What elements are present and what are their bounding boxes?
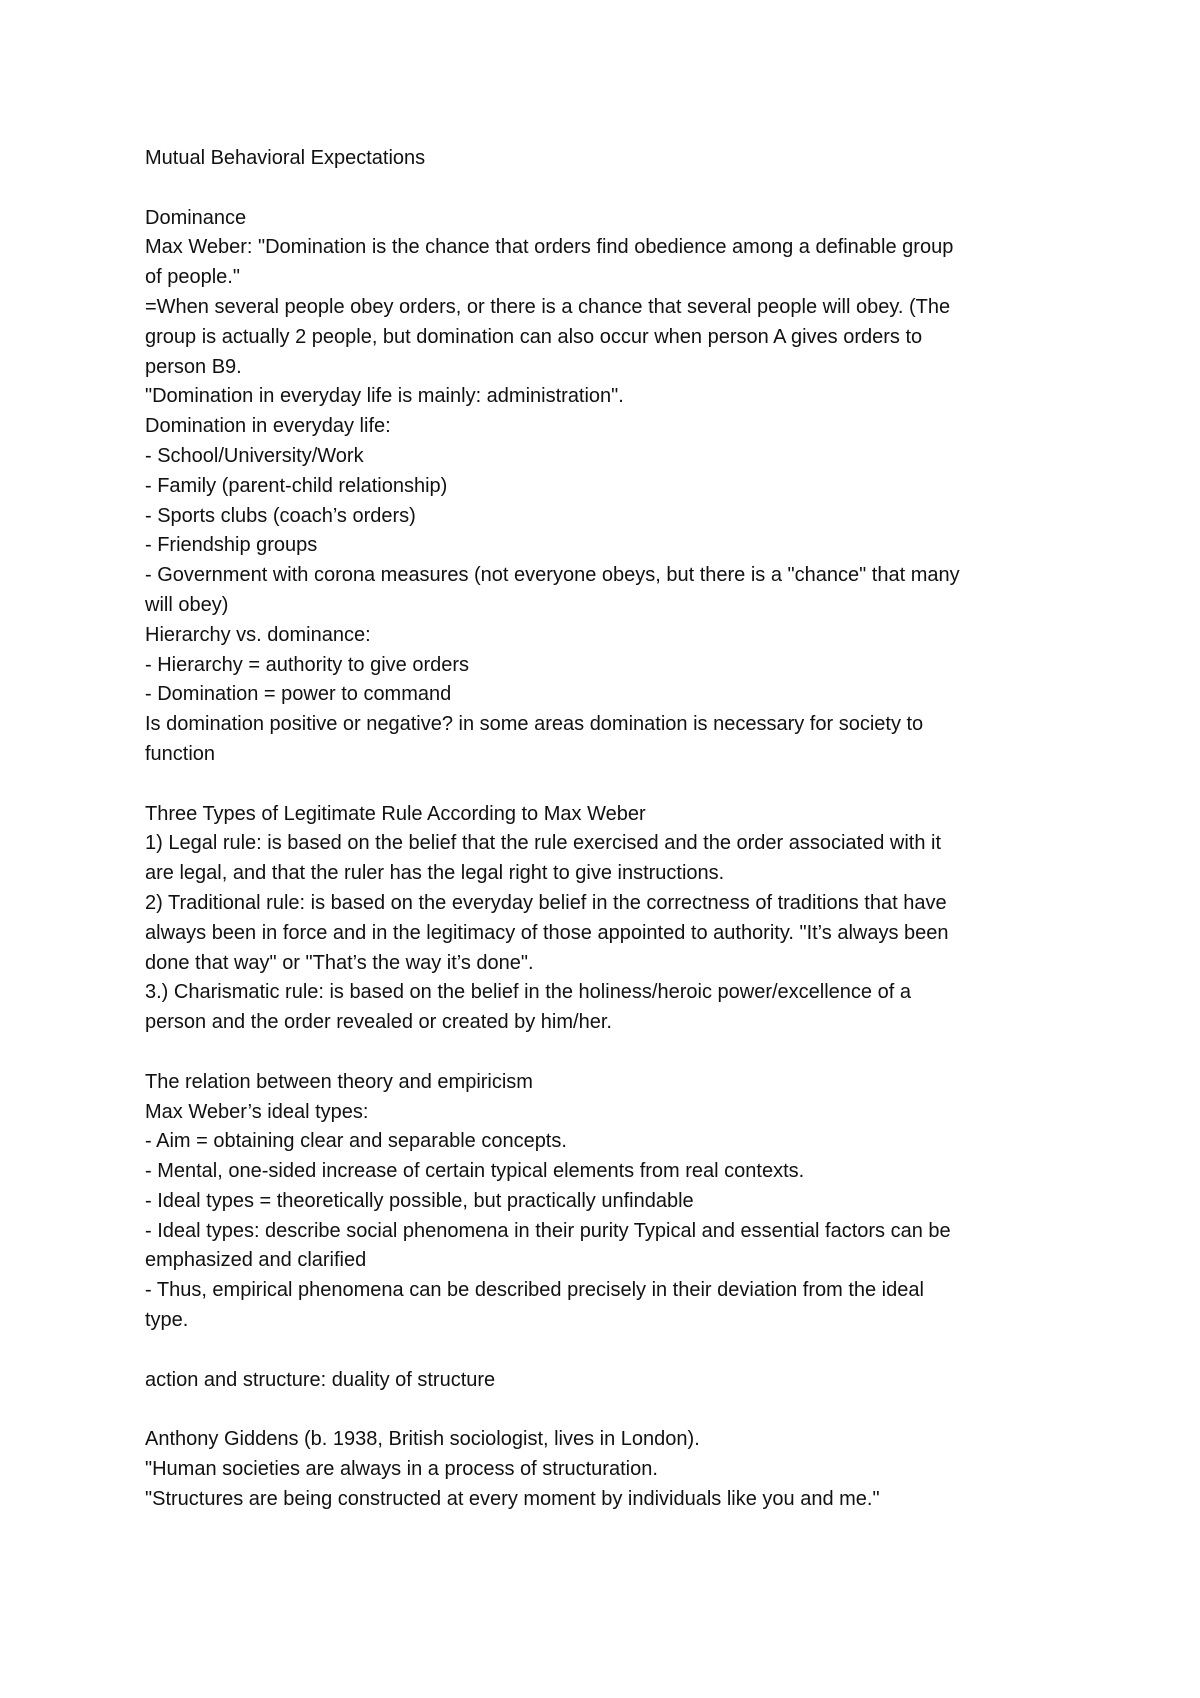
text-line: Max Weber: "Domination is the chance that orders find obedience among a definable group [145,236,954,259]
text-line: emphasized and clarified [145,1249,367,1272]
document-title: Mutual Behavioral Expectations [145,147,426,169]
text-line: function [145,742,216,765]
blank-line [145,1395,1075,1425]
text-line: Hierarchy vs. dominance: [145,623,371,646]
blank-line [145,174,1075,204]
text-line: =When several people obey orders, or there is a chance that several people will obey. (The [145,295,951,318]
text-line: of people." [145,266,240,289]
section-heading-dominance: Dominance [145,206,247,229]
text-line: type. [145,1309,189,1332]
list-item: - Government with corona measures (not everyone obeys, but there is a "chance" that many [145,564,960,587]
text-line: Is domination positive or negative? in some areas domination is necessary for society to [145,713,924,736]
text-line: group is actually 2 people, but domination can also occur when person A gives orders to [145,325,923,348]
text-line: Max Weber’s ideal types: [145,1100,369,1123]
blank-line [145,770,1075,800]
list-item: - School/University/Work [145,444,364,467]
text-line: done that way" or "That’s the way it’s done". [145,951,534,974]
list-item: - Family (parent-child relationship) [145,474,448,497]
text-line: "Human societies are always in a process of structuration. [145,1458,658,1481]
text-line: will obey) [145,593,229,616]
list-item: - Ideal types: describe social phenomena in their purity Typical and essential factors can be [145,1219,951,1242]
list-item: - Mental, one-sided increase of certain typical elements from real contexts. [145,1160,805,1183]
text-line: person B9. [145,355,242,378]
text-line: 1) Legal rule: is based on the belief that the rule exercised and the order associated with it [145,832,942,855]
list-item: - Domination = power to command [145,683,452,706]
section-heading-legitimate-rule: Three Types of Legitimate Rule According to Max Weber [145,802,646,825]
list-item: - Thus, empirical phenomena can be described precisely in their deviation from the ideal [145,1279,924,1302]
section-heading-action-structure: action and structure: duality of structure [145,1368,496,1391]
blank-line [145,1038,1075,1068]
document-body [145,144,1075,1515]
list-item: - Hierarchy = authority to give orders [145,653,470,676]
text-line: Domination in everyday life: [145,415,391,438]
blank-line [145,1336,1075,1366]
list-item: - Sports clubs (coach’s orders) [145,504,416,527]
list-item: - Aim = obtaining clear and separable concepts. [145,1130,567,1153]
text-line: person and the order revealed or created by him/her. [145,1011,612,1034]
text-line: "Domination in everyday life is mainly: administration". [145,385,624,408]
text-line: 3.) Charismatic rule: is based on the belief in the holiness/heroic power/excellence of a [145,981,911,1004]
text-line: "Structures are being constructed at every moment by individuals like you and me." [145,1487,880,1510]
list-item: - Ideal types = theoretically possible, but practically unfindable [145,1189,694,1212]
list-item: - Friendship groups [145,534,318,557]
text-line: 2) Traditional rule: is based on the everyday belief in the correctness of traditions that have [145,891,947,914]
text-line: are legal, and that the ruler has the legal right to give instructions. [145,862,725,885]
text-line: always been in force and in the legitimacy of those appointed to authority. "It’s always been [145,921,949,944]
text-line: Anthony Giddens (b. 1938, British sociologist, lives in London). [145,1428,700,1451]
section-heading-theory-empiricism: The relation between theory and empiricism [145,1070,533,1093]
